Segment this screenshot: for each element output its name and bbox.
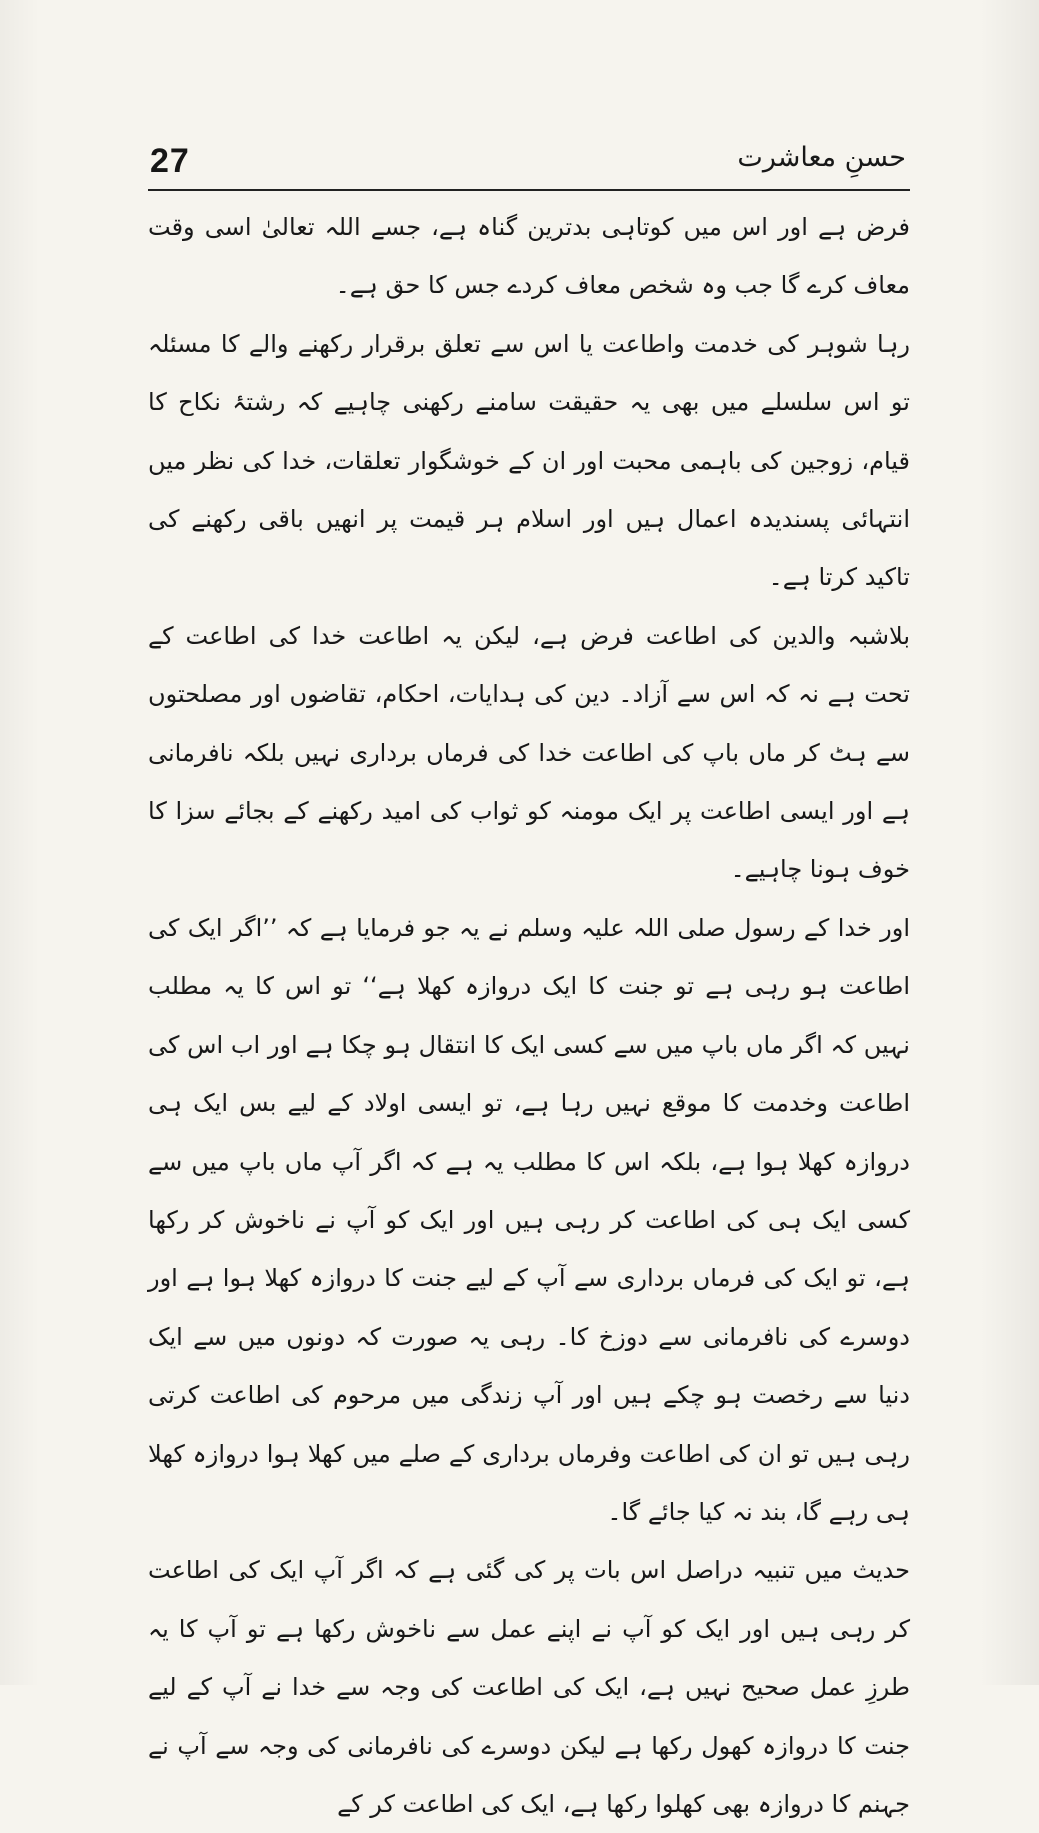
paragraph: بلاشبہ والدین کی اطاعت فرض ہے، لیکن یہ اطاعت خدا کی اطاعت کے تحت ہے نہ کہ اس سے آزاد۔ دین کی ہدایات، احکام، تقاضوں اور مصلحتوں سے ہٹ کر ماں باپ کی اطاعت خدا کی فرماں برداری نہیں بلکہ نافرمانی ہے اور ایسی اطاعت پر ایک مومنہ کو ثواب کی امید رکھنے کے بجائے سزا کا خوف ہونا چاہیے۔: [148, 621, 910, 884]
paragraph: اور خدا کے رسول صلی اللہ علیہ وسلم نے یہ جو فرمایا ہے کہ ’’اگر ایک کی اطاعت ہو رہی ہے تو جنت کا ایک دروازہ کھلا ہے‘‘ تو اس کا یہ مطلب نہیں کہ اگر ماں باپ میں سے کسی ایک کا انتقال ہو چکا ہے اور اب اس کی اطاعت وخدمت کا موقع نہیں رہا ہے، تو ایسی اولاد کے لیے بس ایک ہی دروازہ کھلا ہوا ہے، بلکہ اس کا مطلب یہ ہے کہ اگر آپ ماں باپ میں سے کسی ایک ہی کی اطاعت کر رہی ہیں اور ایک کو آپ نے ناخوش کر رکھا ہے، تو ایک کی فرماں برداری سے آپ کے لیے جنت کا دروازہ کھلا ہوا ہے اور دوسرے کی نافرمانی سے دوزخ کا۔ رہی یہ صورت کہ دونوں میں سے ایک دنیا سے رخصت ہو چکے ہیں اور آپ زندگی میں مرحوم کی اطاعت کرتی رہی ہیں تو ان کی اطاعت وفرماں برداری کے صلے میں کھلا ہوا دروازہ کھلا ہی رہے گا، بند نہ کیا جائے گا۔: [148, 913, 911, 1526]
running-title: حسنِ معاشرت: [737, 142, 906, 173]
page-header: [148, 138, 910, 188]
page-gutter-shadow: [0, 0, 40, 1685]
page-edge-shadow: [979, 0, 1039, 1685]
paragraph: رہا شوہر کی خدمت واطاعت یا اس سے تعلق برقرار رکھنے والے کا مسئلہ تو اس سلسلے میں بھی یہ حقیقت سامنے رکھنی چاہیے کہ رشتۂ نکاح کا قیام، زوجین کی باہمی محبت اور ان کے خوشگوار تعلقات، خدا کی نظر میں انتہائی پسندیدہ اعمال ہیں اور اسلام ہر قیمت پر انھیں باقی رکھنے کی تاکید کرتا ہے۔: [148, 329, 910, 592]
paragraph: حدیث میں تنبیہ دراصل اس بات پر کی گئی ہے کہ اگر آپ ایک کی اطاعت کر رہی ہیں اور ایک کو آپ نے اپنے عمل سے ناخوش رکھا ہے تو آپ کا یہ طرزِ عمل صحیح نہیں ہے، ایک کی اطاعت کی وجہ سے خدا نے آپ کے لیے جنت کا دروازہ کھول رکھا ہے لیکن دوسرے کی نافرمانی کی وجہ سے آپ نے جہنم کا دروازہ بھی کھلوا رکھا ہے، ایک کی اطاعت کر کے: [148, 1556, 910, 1818]
header-rule: [148, 189, 910, 191]
body-text: [148, 198, 910, 1833]
paragraph: فرض ہے اور اس میں کوتاہی بدترین گناہ ہے، جسے اللہ تعالیٰ اسی وقت معاف کرے گا جب وہ شخص معاف کردے جس کا حق ہے۔: [148, 213, 911, 300]
page-number: 27: [150, 142, 190, 180]
